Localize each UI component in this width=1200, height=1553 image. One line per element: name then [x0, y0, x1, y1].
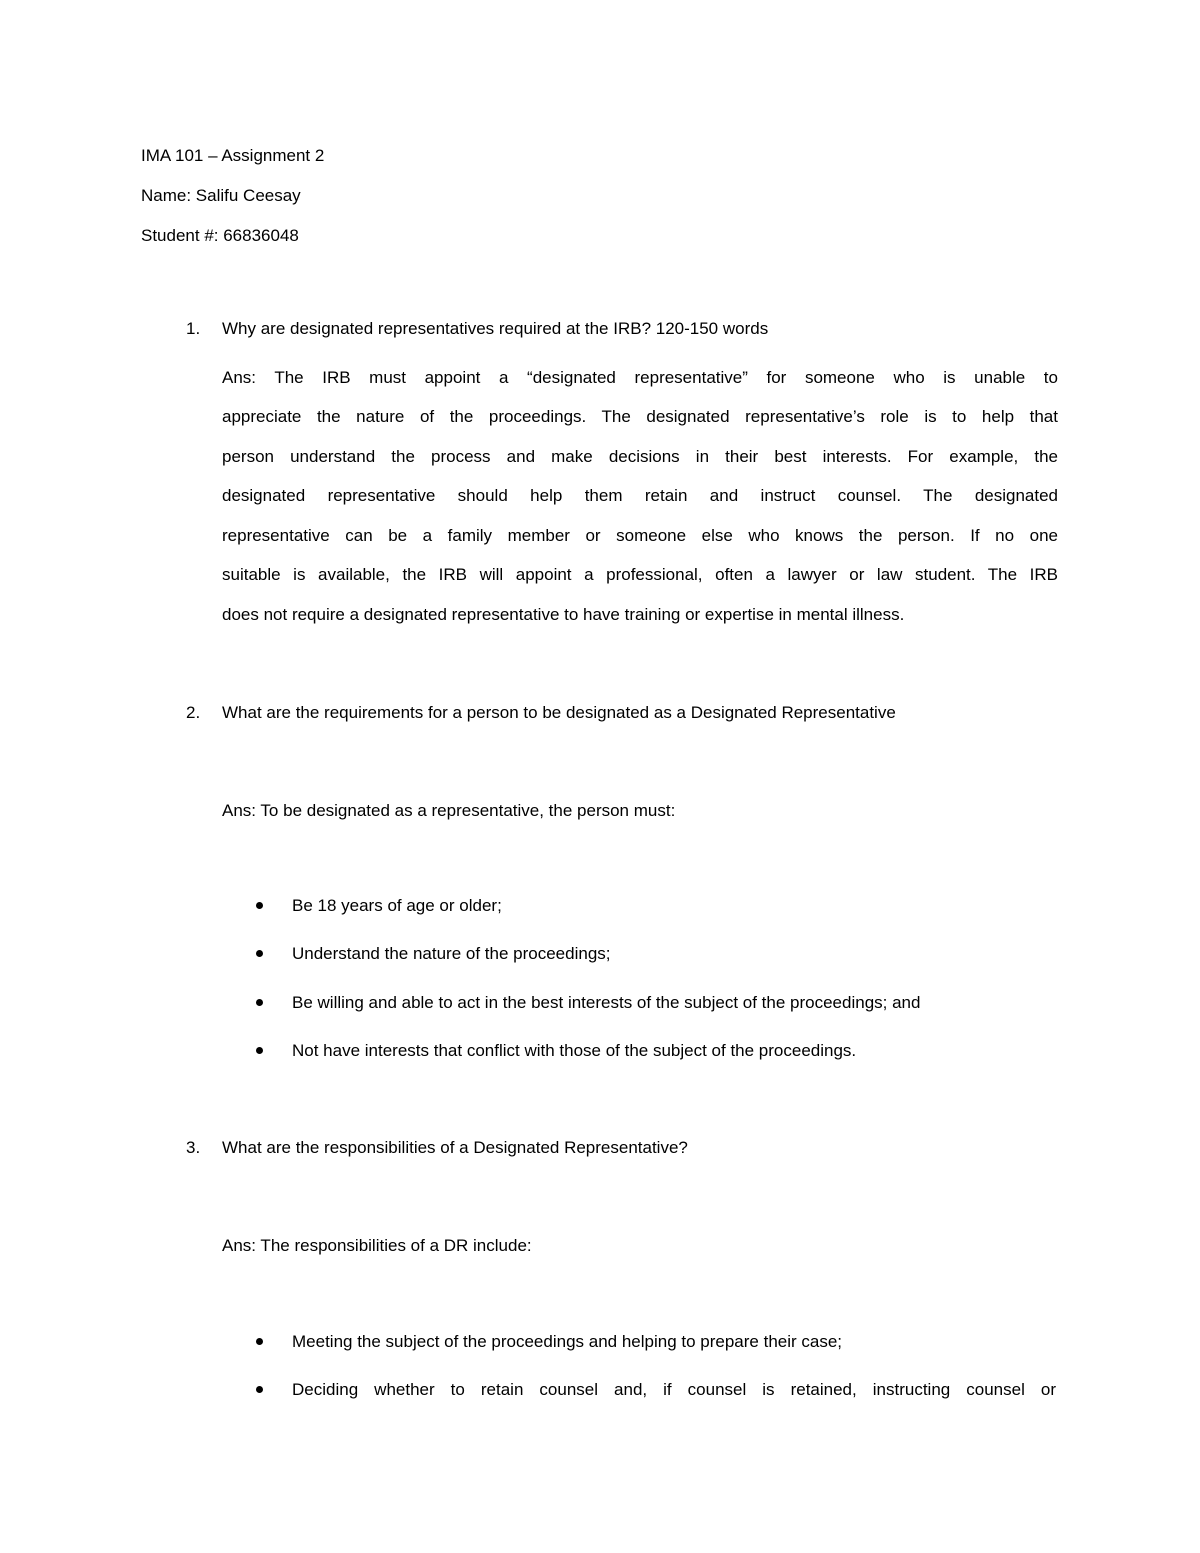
question-2-number: 2. — [186, 703, 201, 722]
question-3-text: What are the responsibilities of a Designated Representative? — [222, 1138, 688, 1157]
answer-3-bullet: Meeting the subject of the proceedings and helping to prepare their case; — [292, 1332, 843, 1351]
course-title: IMA 101 – Assignment 2 — [141, 146, 325, 165]
answer-1-line: representative can be a family member or someone else who knows the person. If no one — [222, 526, 1058, 545]
answer-2-bullet: Understand the nature of the proceedings; — [292, 944, 611, 963]
question-3-number: 3. — [186, 1138, 201, 1157]
answer-3-intro: Ans: The responsibilities of a DR include: — [222, 1236, 532, 1255]
student-number: Student #: 66836048 — [141, 226, 299, 245]
answer-1-line: appreciate the nature of the proceedings. The designated representative’s role is to help that — [222, 407, 1058, 426]
question-1-number: 1. — [186, 319, 201, 338]
answer-1-line: Ans: The IRB must appoint a “designated representative” for someone who is unable to — [222, 368, 1058, 387]
answer-2-intro: Ans: To be designated as a representative, the person must: — [222, 801, 676, 820]
answer-1-line: does not require a designated representative to have training or expertise in mental illness. — [222, 605, 905, 624]
question-2-text: What are the requirements for a person to be designated as a Designated Representative — [222, 703, 896, 722]
answer-2-bullet: Not have interests that conflict with those of the subject of the proceedings. — [292, 1041, 857, 1060]
bullet-icon — [256, 902, 263, 909]
answer-3-bullet: Deciding whether to retain counsel and, if counsel is retained, instructing counsel or — [292, 1380, 1056, 1399]
student-name: Name: Salifu Ceesay — [141, 186, 301, 205]
bullet-icon — [256, 1338, 263, 1345]
answer-2-bullet: Be 18 years of age or older; — [292, 896, 502, 915]
question-1-text: Why are designated representatives required at the IRB? 120-150 words — [222, 319, 769, 338]
bullet-icon — [256, 1386, 263, 1393]
answer-1-line: suitable is available, the IRB will appoint a professional, often a lawyer or law student. The IRB — [222, 565, 1058, 584]
answer-1-line: person understand the process and make decisions in their best interests. For example, the — [222, 447, 1058, 466]
answer-1-line: designated representative should help them retain and instruct counsel. The designated — [222, 486, 1058, 505]
answer-2-bullet: Be willing and able to act in the best interests of the subject of the proceedings; and — [292, 993, 921, 1012]
bullet-icon — [256, 999, 263, 1006]
bullet-icon — [256, 1047, 263, 1054]
bullet-icon — [256, 950, 263, 957]
